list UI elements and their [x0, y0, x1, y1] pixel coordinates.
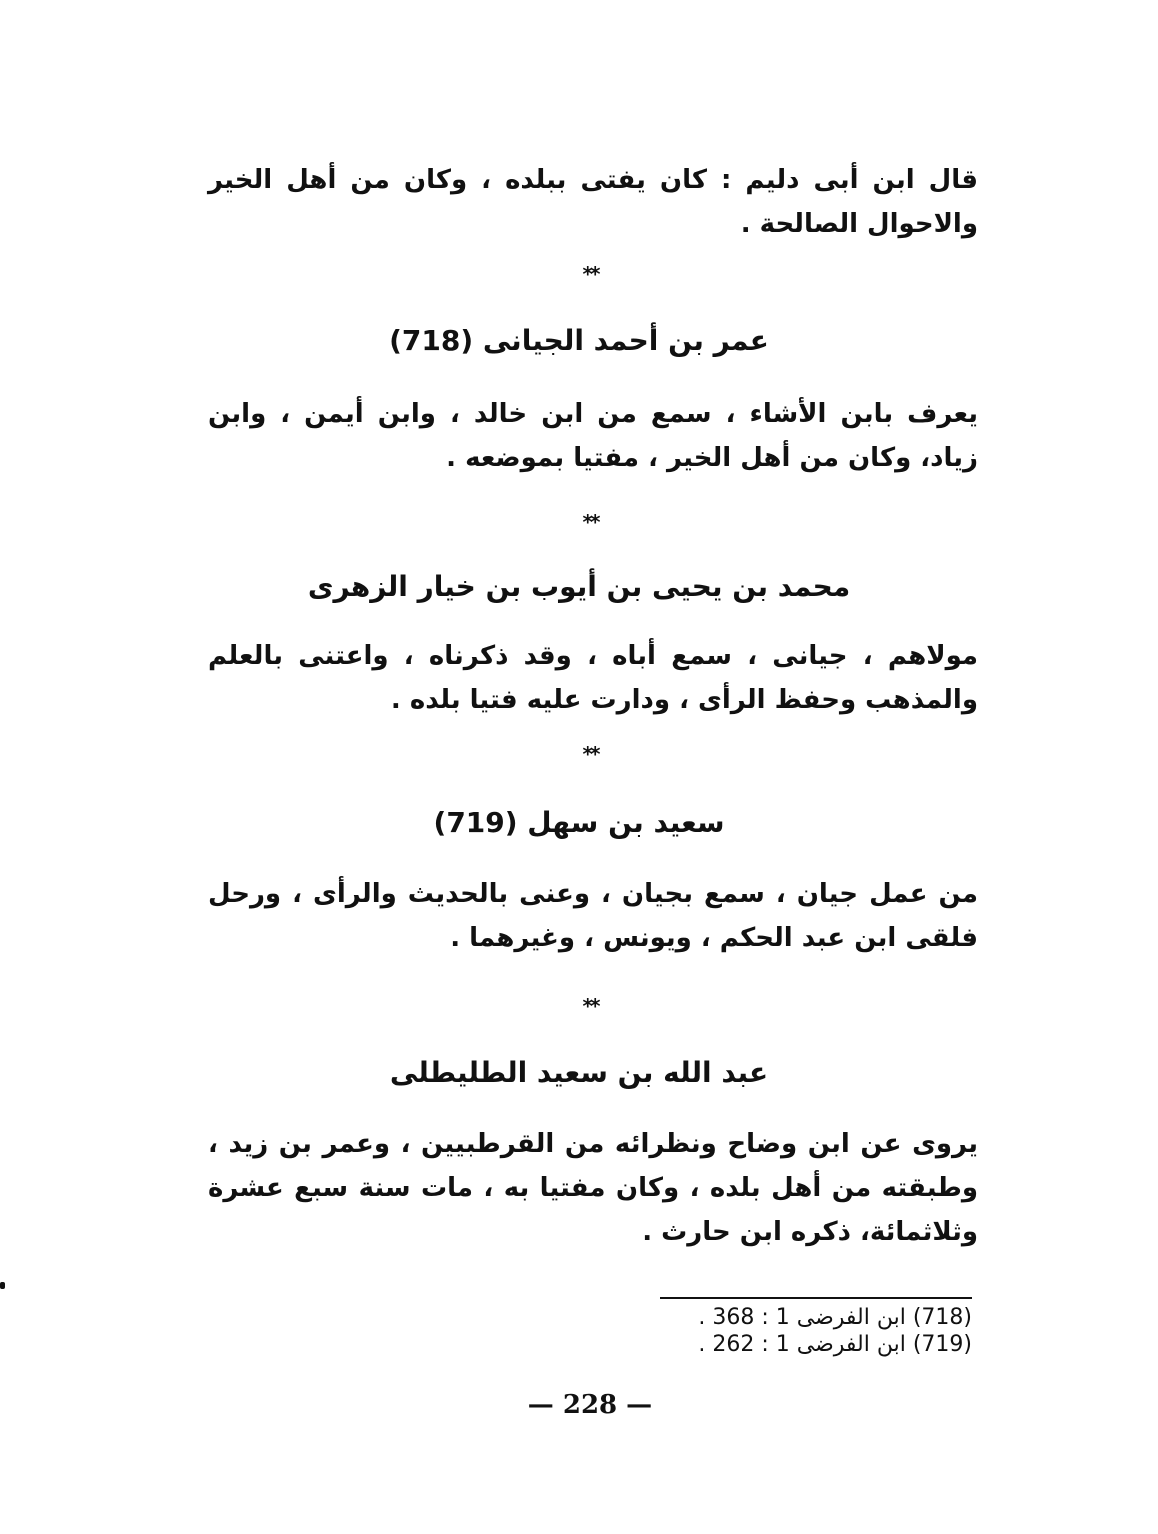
section-separator: **: [582, 742, 598, 766]
entry-heading: سعيد بن سهل (719): [433, 806, 725, 839]
scan-mark: [0, 1282, 5, 1289]
footnote: (719) ابن الفرضى 1 : 262 .: [698, 1332, 972, 1357]
page-number: — 228 —: [527, 1390, 653, 1420]
footnote-rule: [660, 1297, 972, 1299]
section-separator: **: [582, 262, 598, 286]
entry-body: يروى عن ابن وضاح ونظرائه من القرطبيين ، وعمر بن زيد ، وطبقته من أهل بلده ، وكان مفتيا به ، مات سنة سبع عشرة وثلاثمائة، ذكره ابن حارث .: [208, 1129, 978, 1247]
footnote: (718) ابن الفرضى 1 : 368 .: [698, 1305, 972, 1330]
section-separator: **: [582, 510, 598, 534]
entry-heading: عمر بن أحمد الجيانى (718): [389, 324, 769, 357]
entry-body: قال ابن أبى دليم : كان يفتى ببلده ، وكان من أهل الخير والاحوال الصالحة .: [208, 165, 978, 239]
entry-body: مولاهم ، جيانى ، سمع أباه ، وقد ذكرناه ، واعتنى بالعلم والمذهب وحفظ الرأى ، ودارت عليه فتيا بلده .: [208, 641, 978, 715]
entry-body: من عمل جيان ، سمع بجيان ، وعنى بالحديث والرأى ، ورحل فلقى ابن عبد الحكم ، ويونس ، وغيرهما .: [208, 879, 978, 953]
entry-heading: محمد بن يحيى بن أيوب بن خيار الزهرى: [307, 570, 851, 603]
entry-body: يعرف بابن الأشاء ، سمع من ابن خالد ، وابن أيمن ، وابن زياد، وكان من أهل الخير ، مفتيا بموضعه .: [208, 399, 978, 473]
entry-heading: عبد الله بن سعيد الطليطلى: [389, 1056, 769, 1089]
section-separator: **: [582, 994, 598, 1018]
